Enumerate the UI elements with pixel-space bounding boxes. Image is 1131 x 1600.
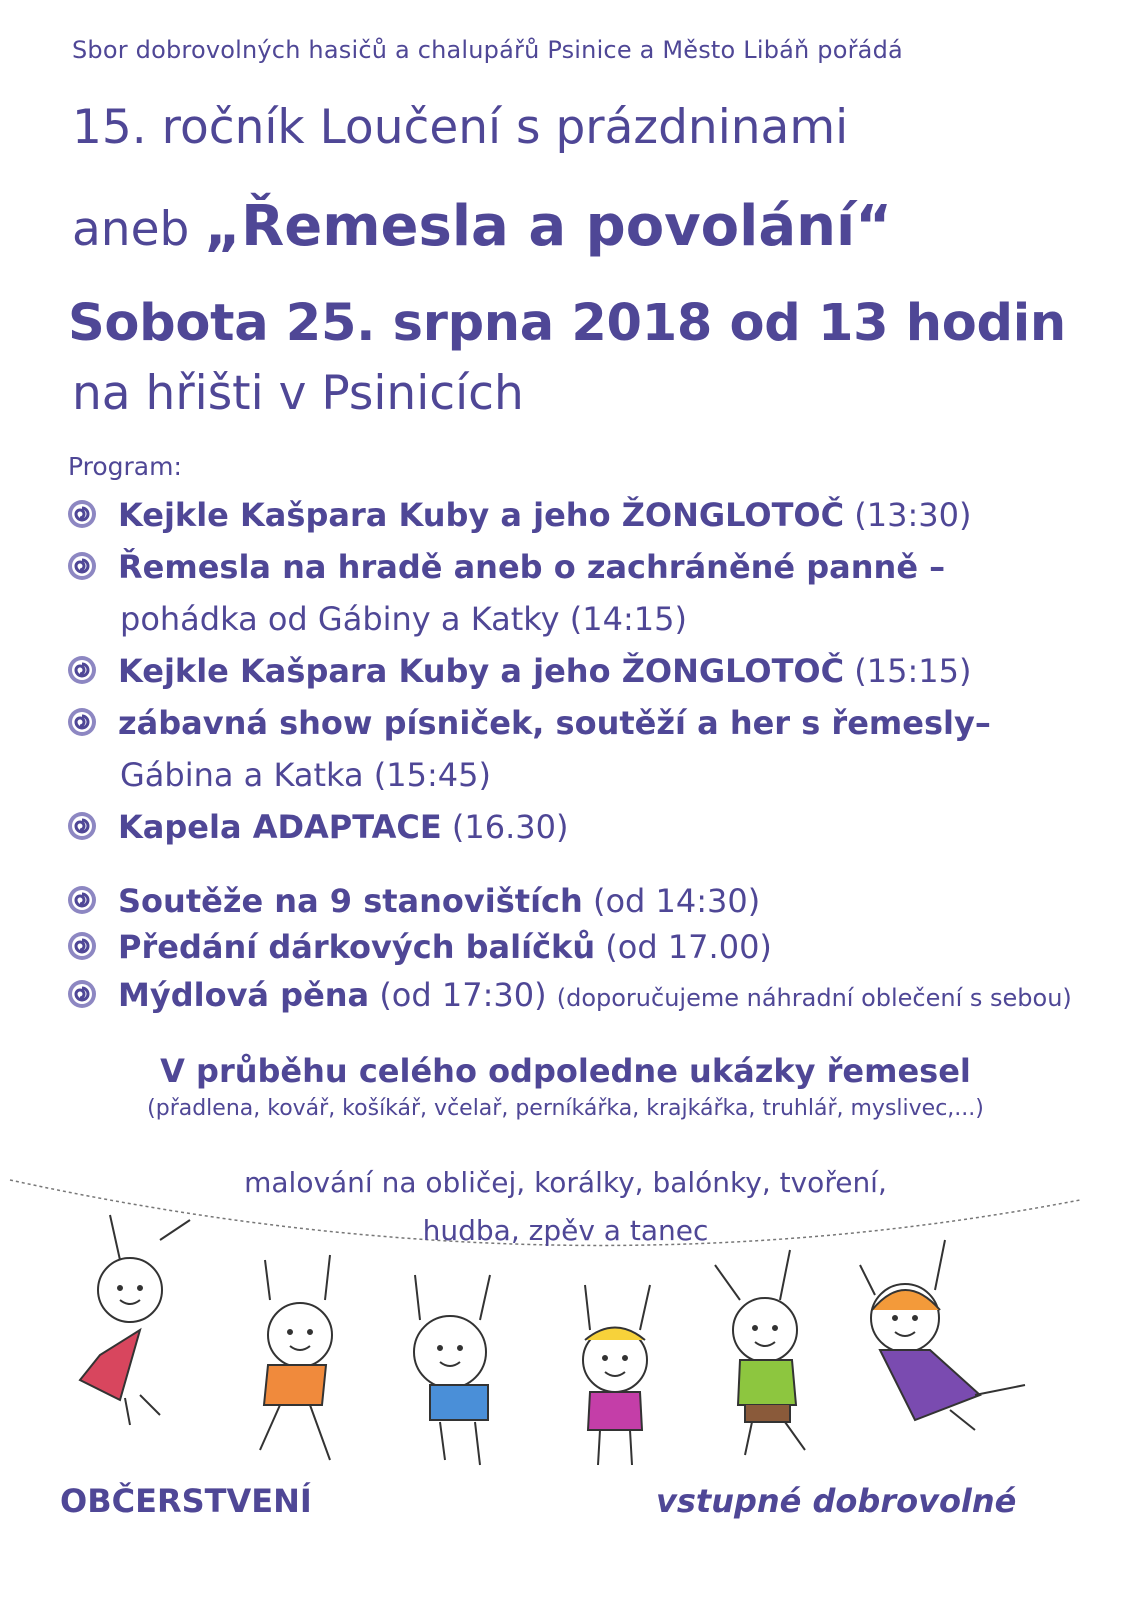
event-place: na hřišti v Psinicích	[72, 366, 524, 421]
event-title: 15. ročník Loučení s prázdninami	[72, 100, 849, 155]
spiral-bullet-icon	[66, 930, 98, 962]
extra-item-title: Mýdlová pěna	[118, 976, 370, 1014]
child-figure	[583, 1285, 650, 1465]
spiral-bullet-icon	[66, 978, 98, 1010]
program-item	[66, 808, 568, 846]
spiral-bullet-icon	[66, 498, 98, 530]
child-figure	[860, 1240, 1025, 1430]
spiral-bullet-icon	[66, 810, 98, 842]
hanging-children-illustration	[0, 1160, 1131, 1480]
child-figure	[414, 1275, 490, 1465]
program-item-time: (15:15)	[844, 652, 972, 690]
program-item-title: Řemesla na hradě aneb o zachráněné panně –	[118, 548, 946, 586]
spiral-bullet-icon	[66, 884, 98, 916]
program-item-title: Kejkle Kašpara Kuby a jeho ŽONGLOTOČ	[118, 652, 845, 690]
extra-item-note: (doporučujeme náhradní oblečení s sebou)	[556, 984, 1072, 1012]
extra-item	[66, 976, 1072, 1014]
spiral-bullet-icon	[66, 654, 98, 686]
extra-item-time: (od 17:30)	[369, 976, 557, 1014]
organizer-line: Sbor dobrovolných hasičů a chalupářů Psinice a Město Libáň pořádá	[72, 36, 903, 64]
refreshments-label: OBČERSTVENÍ	[60, 1482, 312, 1520]
program-item-title: Kejkle Kašpara Kuby a jeho ŽONGLOTOČ	[118, 496, 845, 534]
subtitle-prefix: aneb	[72, 202, 205, 257]
program-item-time: (13:30)	[844, 496, 972, 534]
extra-item-time: (od 17.00)	[595, 928, 772, 966]
extra-item-title: Předání dárkových balíčků	[118, 928, 596, 966]
program-item-title: Kapela ADAPTACE	[118, 808, 442, 846]
program-item	[66, 548, 945, 586]
child-figure	[715, 1250, 805, 1455]
program-item	[66, 704, 991, 742]
extra-item-title: Soutěže na 9 stanovištích	[118, 882, 583, 920]
crafts-heading: V průběhu celého odpoledne ukázky řemesel	[160, 1052, 971, 1090]
program-item-continuation: pohádka od Gábiny a Katky (14:15)	[120, 600, 687, 638]
program-item	[66, 496, 971, 534]
activities-line-1: malování na obličej, korálky, balónky, tvoření,	[244, 1166, 887, 1199]
subtitle-main: „Řemesla a povolání“	[204, 194, 893, 259]
extra-item	[66, 882, 760, 920]
program-item-time: (16.30)	[441, 808, 569, 846]
activities-line-2: hudba, zpěv a tanec	[422, 1214, 709, 1247]
spiral-bullet-icon	[66, 550, 98, 582]
admission-label: vstupné dobrovolné	[656, 1482, 1017, 1520]
spiral-bullet-icon	[66, 706, 98, 738]
event-subtitle	[72, 194, 892, 259]
program-item-title: zábavná show písniček, soutěží a her s řemesly–	[118, 704, 991, 742]
extra-item	[66, 928, 772, 966]
program-label: Program:	[68, 452, 182, 481]
program-item-continuation: Gábina a Katka (15:45)	[120, 756, 491, 794]
extra-item-time: (od 14:30)	[582, 882, 761, 920]
event-date: Sobota 25. srpna 2018 od 13 hodin	[68, 294, 1066, 353]
child-figure	[260, 1255, 332, 1460]
crafts-list: (přadlena, kovář, košíkář, včelař, perníkářka, krajkářka, truhlář, myslivec,...)	[147, 1096, 984, 1121]
program-item	[66, 652, 971, 690]
